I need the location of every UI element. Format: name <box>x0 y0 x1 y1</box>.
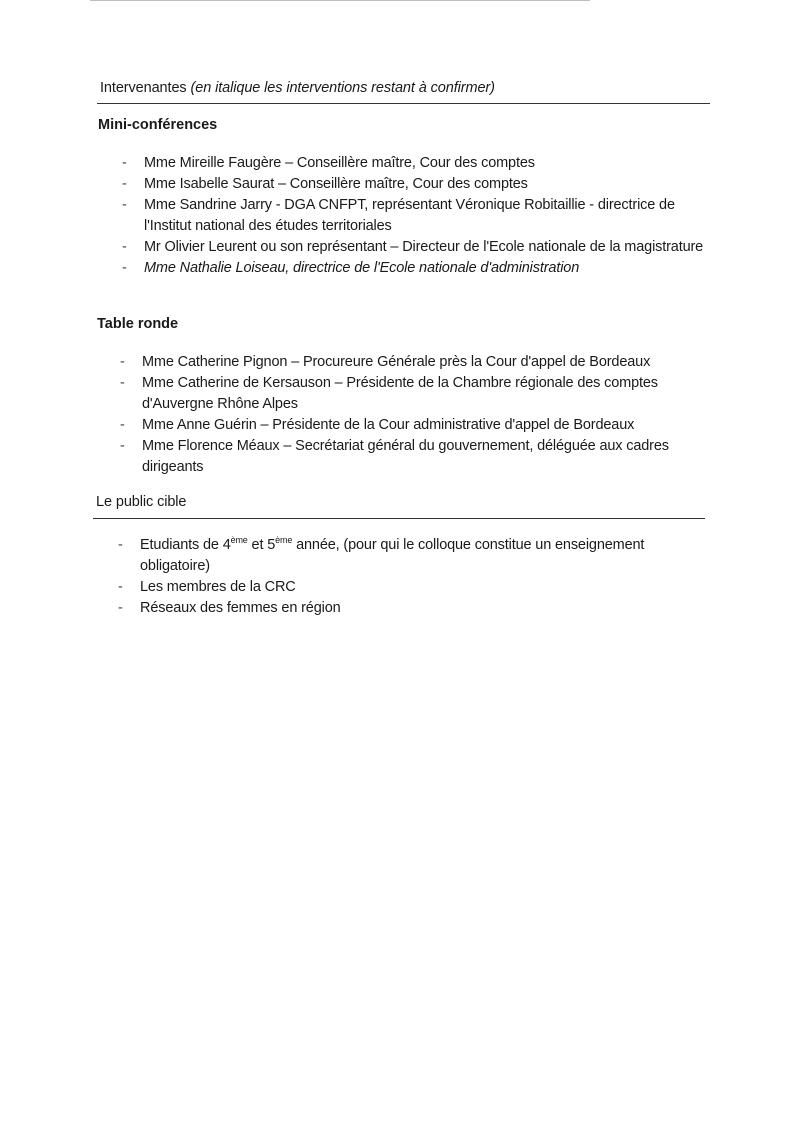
intervenants-label: Intervenantes <box>100 80 187 96</box>
list-dash: - <box>120 438 125 454</box>
list-item <box>122 195 722 237</box>
mini-conferences-title: Mini-conférences <box>98 117 218 133</box>
list-dash: - <box>120 417 125 433</box>
list-item <box>120 436 720 478</box>
list-dash: - <box>122 239 127 255</box>
public-cible-list <box>118 535 718 619</box>
list-item <box>120 373 720 415</box>
list-item <box>122 174 722 195</box>
list-dash: - <box>122 260 127 276</box>
list-item-text: Mme Mireille Faugère – Conseillère maître, Cour des comptes <box>144 155 535 171</box>
public-cible-heading: Le public cible <box>96 494 187 510</box>
list-dash: - <box>118 537 123 553</box>
list-item-text: Mme Catherine Pignon – Procureure Générale près la Cour d'appel de Bordeaux <box>142 354 651 370</box>
public-cible-rule <box>93 518 705 519</box>
list-dash: - <box>118 600 123 616</box>
list-dash: - <box>118 579 123 595</box>
intervenants-rule <box>97 103 710 104</box>
table-ronde-title: Table ronde <box>97 316 179 332</box>
list-dash: - <box>122 176 127 192</box>
list-item-text: Réseaux des femmes en région <box>140 600 341 616</box>
list-item-text: Etudiants de 4ème et 5ème année, (pour qui le colloque constitue un enseignement obligatoire) <box>140 535 645 574</box>
list-item <box>120 352 720 373</box>
table-ronde-list <box>120 352 720 478</box>
list-item-text: Mr Olivier Leurent ou son représentant – Directeur de l'Ecole nationale de la magistrature <box>144 239 704 255</box>
list-item-text: Mme Anne Guérin – Présidente de la Cour administrative d'appel de Bordeaux <box>142 417 635 433</box>
list-item <box>122 153 722 174</box>
list-item <box>122 237 722 258</box>
list-item <box>118 598 718 619</box>
list-item <box>120 415 720 436</box>
list-item-text: Les membres de la CRC <box>140 579 296 595</box>
list-dash: - <box>120 354 125 370</box>
list-item-text: Mme Isabelle Saurat – Conseillère maître, Cour des comptes <box>144 176 528 192</box>
list-item-text: Mme Catherine de Kersauson – Présidente de la Chambre régionale des comptes d'Auvergne Rhône Alpes <box>142 375 658 412</box>
page-top-edge <box>90 0 590 1</box>
mini-conferences-list <box>122 153 722 279</box>
list-item-text: Mme Florence Méaux – Secrétariat général du gouvernement, déléguée aux cadres dirigeants <box>142 438 669 475</box>
list-item <box>122 258 722 279</box>
intervenants-heading <box>100 80 495 96</box>
list-dash: - <box>122 197 127 213</box>
list-item <box>118 535 718 577</box>
list-item-text: Mme Nathalie Loiseau, directrice de l'Ecole nationale d'administration <box>144 260 580 276</box>
list-item <box>118 577 718 598</box>
list-item-text: Mme Sandrine Jarry - DGA CNFPT, représentant Véronique Robitaillie - directrice de l'Institut national des études territoriales <box>144 197 675 234</box>
list-dash: - <box>122 155 127 171</box>
intervenants-note: (en italique les interventions restant à confirmer) <box>190 80 495 96</box>
list-dash: - <box>120 375 125 391</box>
